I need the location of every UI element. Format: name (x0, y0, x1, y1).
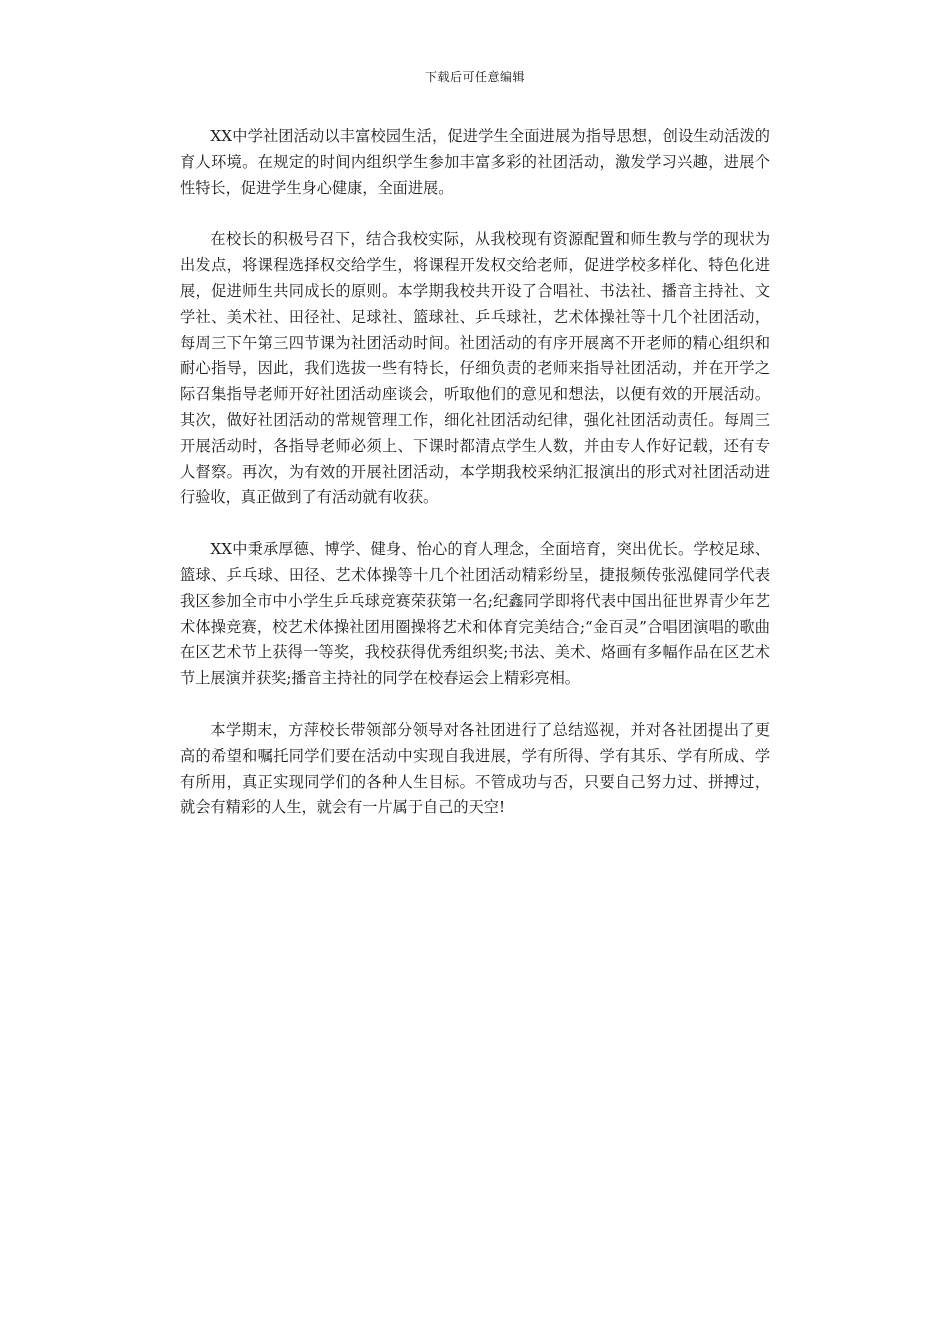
header-note: 下载后可任意编辑 (424, 70, 525, 84)
paragraph-1: XX中学社团活动以丰富校园生活，促进学生全面进展为指导思想，创设生动活泼的育人环境。在规定的时间内组织学生参加丰富多彩的社团活动，激发学习兴趣，进展个性特长，促进学生身心健康，全面进展。 (180, 127, 770, 197)
document-body (180, 124, 770, 847)
paragraph-4: 本学期末，方萍校长带领部分领导对各社团进行了总结巡视，并对各社团提出了更高的希望和嘱托同学们要在活动中实现自我进展，学有所得、学有其乐、学有所成、学有所用，真正实现同学们的各种人生目标。不管成功与否，只要自己努力过、拼搏过，就会有精彩的人生，就会有一片属于自己的天空! (180, 720, 770, 817)
paragraph-3: XX中秉承厚德、博学、健身、怡心的育人理念，全面培育，突出优长。学校足球、篮球、乒乓球、田径、艺术体操等十几个社团活动精彩纷呈，捷报频传张泓健同学代表我区参加全市中小学生乒乓球竞赛荣获第一名;纪鑫同学即将代表中国出征世界青少年艺术体操竞赛，校艺术体操社团用圈操将艺术和体育完美结合;“金百灵”合唱团演唱的歌曲在区艺术节上获得一等奖，我校获得优秀组织奖;书法、美术、烙画有多幅作品在区艺术节上展演并获奖;播音主持社的同学在校春运会上精彩亮相。 (180, 540, 770, 688)
paragraph-2: 在校长的积极号召下，结合我校实际，从我校现有资源配置和师生教与学的现状为出发点，将课程选择权交给学生，将课程开发权交给老师，促进学校多样化、特色化进展，促进师生共同成长的原则。本学期我校共开设了合唱社、书法社、播音主持社、文学社、美术社、田径社、足球社、篮球社、乒乓球社，艺术体操社等十几个社团活动，每周三下午第三四节课为社团活动时间。社团活动的有序开展离不开老师的精心组织和耐心指导，因此，我们选拔一些有特长，仔细负责的老师来指导社团活动，并在开学之际召集指导老师开好社团活动座谈会，听取他们的意见和想法，以便有效的开展活动。其次，做好社团活动的常规管理工作，细化社团活动纪律，强化社团活动责任。每周三开展活动时，各指导老师必须上、下课时都清点学生人数，并由专人作好记载，还有专人督察。再次，为有效的开展社团活动，本学期我校采纳汇报演出的形式对社团活动进行验收，真正做到了有活动就有收获。 (180, 230, 770, 507)
